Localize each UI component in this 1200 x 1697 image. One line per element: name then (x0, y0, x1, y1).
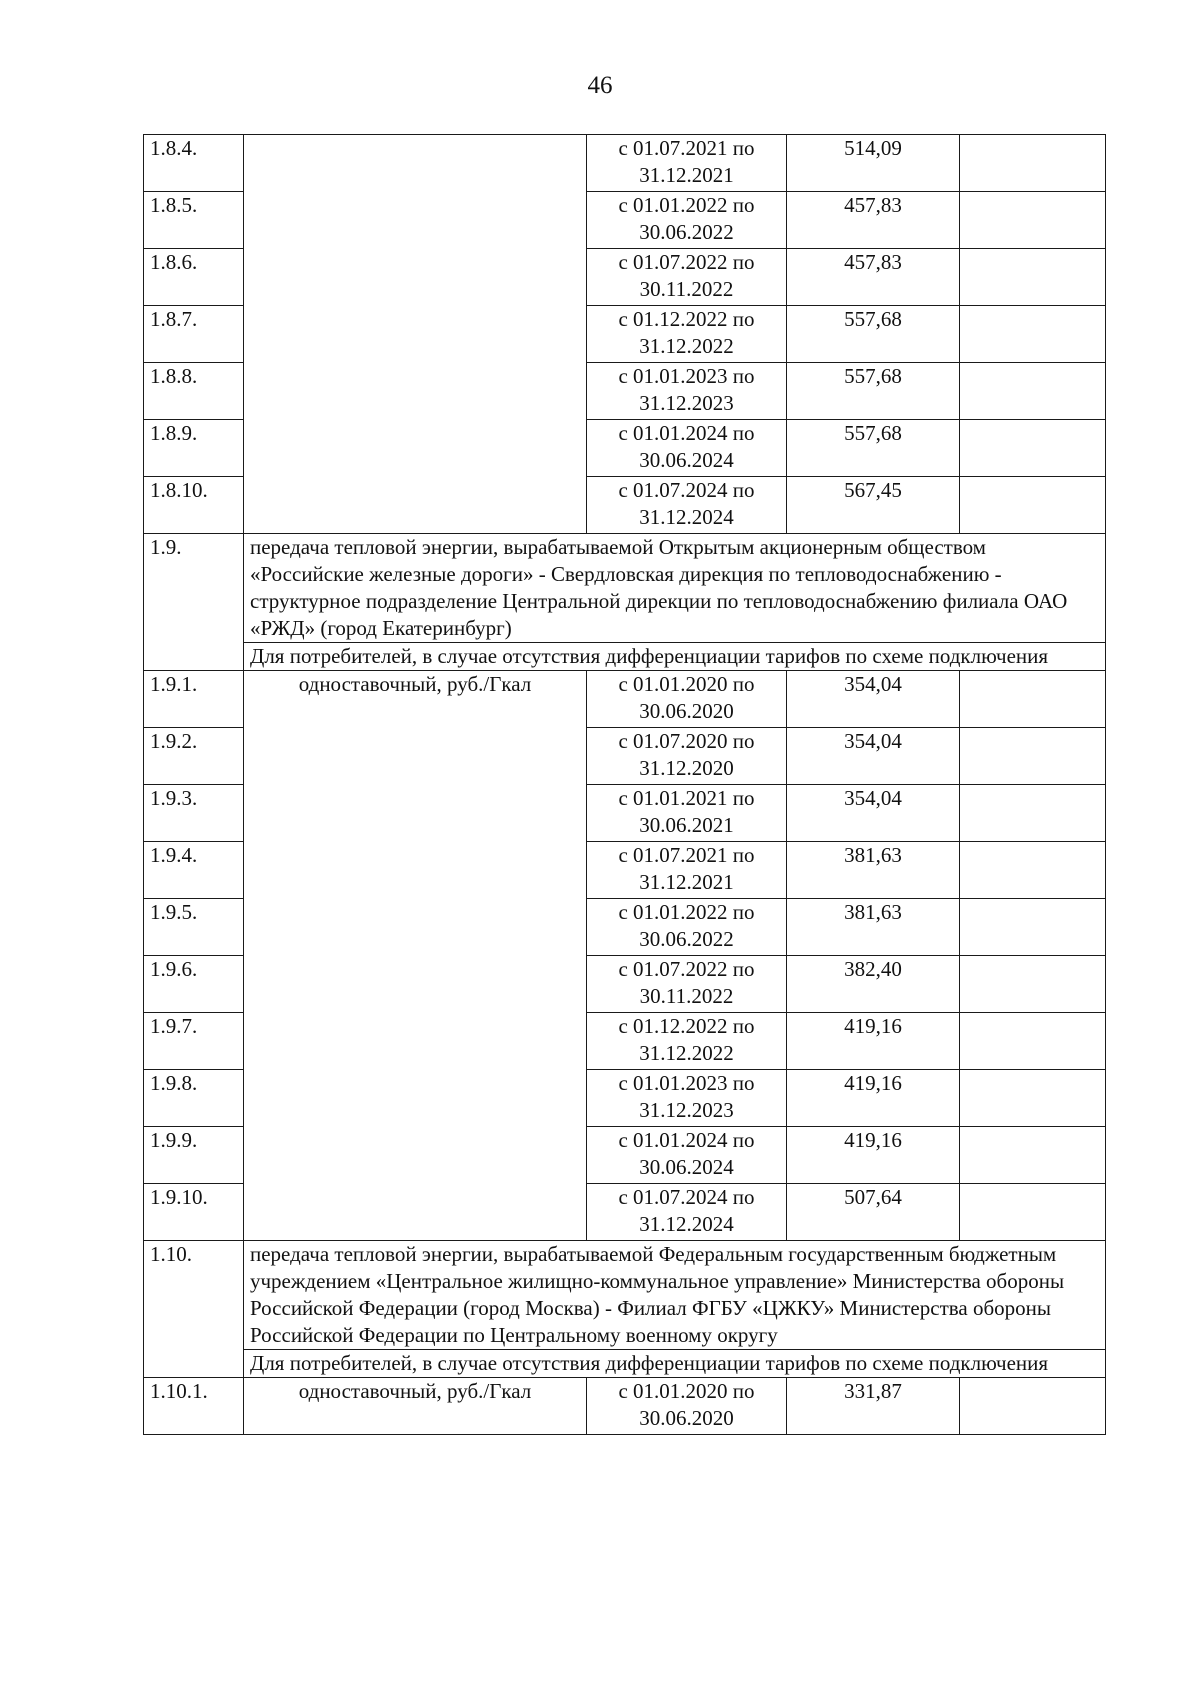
period-cell (587, 728, 787, 785)
period-from: с 01.01.2021 по (618, 786, 755, 810)
period-from: с 01.07.2024 по (618, 478, 755, 502)
period-cell (587, 1013, 787, 1070)
tariff-value: 507,64 (787, 1184, 960, 1241)
tariff-value: 457,83 (787, 249, 960, 306)
row-number: 1.9.8. (144, 1070, 244, 1127)
period-to: 31.12.2021 (639, 163, 734, 187)
tariff-value: 557,68 (787, 306, 960, 363)
period-cell (587, 1070, 787, 1127)
tariff-value: 381,63 (787, 842, 960, 899)
period-to: 31.12.2024 (639, 505, 734, 529)
section-header-row (144, 534, 1106, 643)
row-number: 1.9.1. (144, 671, 244, 728)
period-to: 31.12.2023 (639, 1098, 734, 1122)
row-number: 1.9.10. (144, 1184, 244, 1241)
empty-cell (960, 1127, 1106, 1184)
tariff-value: 567,45 (787, 477, 960, 534)
period-to: 30.06.2022 (639, 220, 734, 244)
empty-cell (960, 420, 1106, 477)
row-number: 1.10.1. (144, 1378, 244, 1435)
period-to: 31.12.2024 (639, 1212, 734, 1236)
section-description: передача тепловой энергии, вырабатываемой Открытым акционерным обществом «Российские железные дороги» - Свердловская дирекция по тепловодоснабжению - структурное подразделение Центральной дирекции по тепловодоснабжению филиала ОАО «РЖД» (город Екатеринбург) (244, 534, 1106, 643)
period-to: 30.11.2022 (639, 277, 734, 301)
empty-cell (960, 192, 1106, 249)
consumers-note: Для потребителей, в случае отсутствия дифференциации тарифов по схеме подключения (244, 643, 1106, 671)
tariff-table-body (144, 135, 1106, 1435)
row-number: 1.8.8. (144, 363, 244, 420)
empty-cell (960, 671, 1106, 728)
period-cell (587, 477, 787, 534)
tariff-value: 457,83 (787, 192, 960, 249)
period-to: 30.11.2022 (639, 984, 734, 1008)
period-from: с 01.01.2024 по (618, 421, 755, 445)
period-from: с 01.07.2021 по (618, 136, 755, 160)
row-number: 1.8.10. (144, 477, 244, 534)
period-to: 30.06.2020 (639, 699, 734, 723)
period-cell (587, 842, 787, 899)
row-number: 1.8.6. (144, 249, 244, 306)
table-row (144, 1378, 1106, 1435)
period-from: с 01.12.2022 по (618, 307, 755, 331)
row-number: 1.9.3. (144, 785, 244, 842)
period-cell (587, 785, 787, 842)
tariff-value: 354,04 (787, 785, 960, 842)
empty-cell (960, 842, 1106, 899)
period-to: 30.06.2024 (639, 448, 734, 472)
tariff-value: 331,87 (787, 1378, 960, 1435)
period-from: с 01.01.2023 по (618, 364, 755, 388)
period-cell (587, 1127, 787, 1184)
empty-cell (960, 899, 1106, 956)
table-row (144, 135, 1106, 192)
period-to: 31.12.2020 (639, 756, 734, 780)
empty-cell (960, 1184, 1106, 1241)
tariff-value: 354,04 (787, 671, 960, 728)
period-cell (587, 135, 787, 192)
row-number: 1.9.5. (144, 899, 244, 956)
consumers-row (144, 1350, 1106, 1378)
row-number: 1.9.2. (144, 728, 244, 785)
period-from: с 01.01.2024 по (618, 1128, 755, 1152)
empty-cell (960, 956, 1106, 1013)
tariff-value: 381,63 (787, 899, 960, 956)
row-number: 1.8.9. (144, 420, 244, 477)
period-cell (587, 671, 787, 728)
period-cell (587, 1184, 787, 1241)
row-number: 1.9.7. (144, 1013, 244, 1070)
section-header-row (144, 1241, 1106, 1350)
period-from: с 01.07.2022 по (618, 250, 755, 274)
period-to: 30.06.2020 (639, 1406, 734, 1430)
period-from: с 01.07.2020 по (618, 729, 755, 753)
period-to: 31.12.2021 (639, 870, 734, 894)
empty-cell (960, 1378, 1106, 1435)
period-from: с 01.12.2022 по (618, 1014, 755, 1038)
tariff-value: 382,40 (787, 956, 960, 1013)
page-number: 46 (587, 72, 613, 99)
period-from: с 01.07.2022 по (618, 957, 755, 981)
period-cell (587, 899, 787, 956)
period-cell (587, 306, 787, 363)
period-cell (587, 420, 787, 477)
tariff-type-cell-empty (244, 135, 587, 534)
period-to: 30.06.2022 (639, 927, 734, 951)
tariff-value: 354,04 (787, 728, 960, 785)
period-cell (587, 249, 787, 306)
tariff-value: 419,16 (787, 1070, 960, 1127)
period-cell (587, 956, 787, 1013)
period-to: 30.06.2021 (639, 813, 734, 837)
period-from: с 01.07.2021 по (618, 843, 755, 867)
row-number: 1.8.4. (144, 135, 244, 192)
empty-cell (960, 1070, 1106, 1127)
row-number: 1.8.7. (144, 306, 244, 363)
period-cell (587, 1378, 787, 1435)
empty-cell (960, 728, 1106, 785)
period-cell (587, 192, 787, 249)
section-description: передача тепловой энергии, вырабатываемой Федеральным государственным бюджетным учреждением «Центральное жилищно-коммунальное управление» Министерства обороны Российской Федерации (город Москва) - Филиал ФГБУ «ЦЖКУ» Министерства обороны Российской Федерации по Центральному военному округу (244, 1241, 1106, 1350)
consumers-note: Для потребителей, в случае отсутствия дифференциации тарифов по схеме подключения (244, 1350, 1106, 1378)
period-from: с 01.01.2020 по (618, 1379, 755, 1403)
period-to: 31.12.2022 (639, 1041, 734, 1065)
tariff-value: 419,16 (787, 1013, 960, 1070)
period-to: 31.12.2023 (639, 391, 734, 415)
period-to: 31.12.2022 (639, 334, 734, 358)
tariff-value: 557,68 (787, 363, 960, 420)
empty-cell (960, 363, 1106, 420)
empty-cell (960, 1013, 1106, 1070)
tariff-type: одноставочный, руб./Гкал (244, 671, 587, 1241)
empty-cell (960, 477, 1106, 534)
tariff-value: 557,68 (787, 420, 960, 477)
tariff-type: одноставочный, руб./Гкал (244, 1378, 587, 1435)
period-cell (587, 363, 787, 420)
empty-cell (960, 135, 1106, 192)
consumers-row (144, 643, 1106, 671)
row-number: 1.9.9. (144, 1127, 244, 1184)
table-row (144, 671, 1106, 728)
period-to: 30.06.2024 (639, 1155, 734, 1179)
empty-cell (960, 306, 1106, 363)
row-number: 1.8.5. (144, 192, 244, 249)
section-number: 1.10. (144, 1241, 244, 1378)
row-number: 1.9.4. (144, 842, 244, 899)
period-from: с 01.01.2022 по (618, 193, 755, 217)
empty-cell (960, 785, 1106, 842)
tariff-table (143, 134, 1106, 1435)
period-from: с 01.01.2022 по (618, 900, 755, 924)
section-number: 1.9. (144, 534, 244, 671)
period-from: с 01.01.2023 по (618, 1071, 755, 1095)
period-from: с 01.01.2020 по (618, 672, 755, 696)
row-number: 1.9.6. (144, 956, 244, 1013)
empty-cell (960, 249, 1106, 306)
period-from: с 01.07.2024 по (618, 1185, 755, 1209)
tariff-value: 419,16 (787, 1127, 960, 1184)
tariff-value: 514,09 (787, 135, 960, 192)
